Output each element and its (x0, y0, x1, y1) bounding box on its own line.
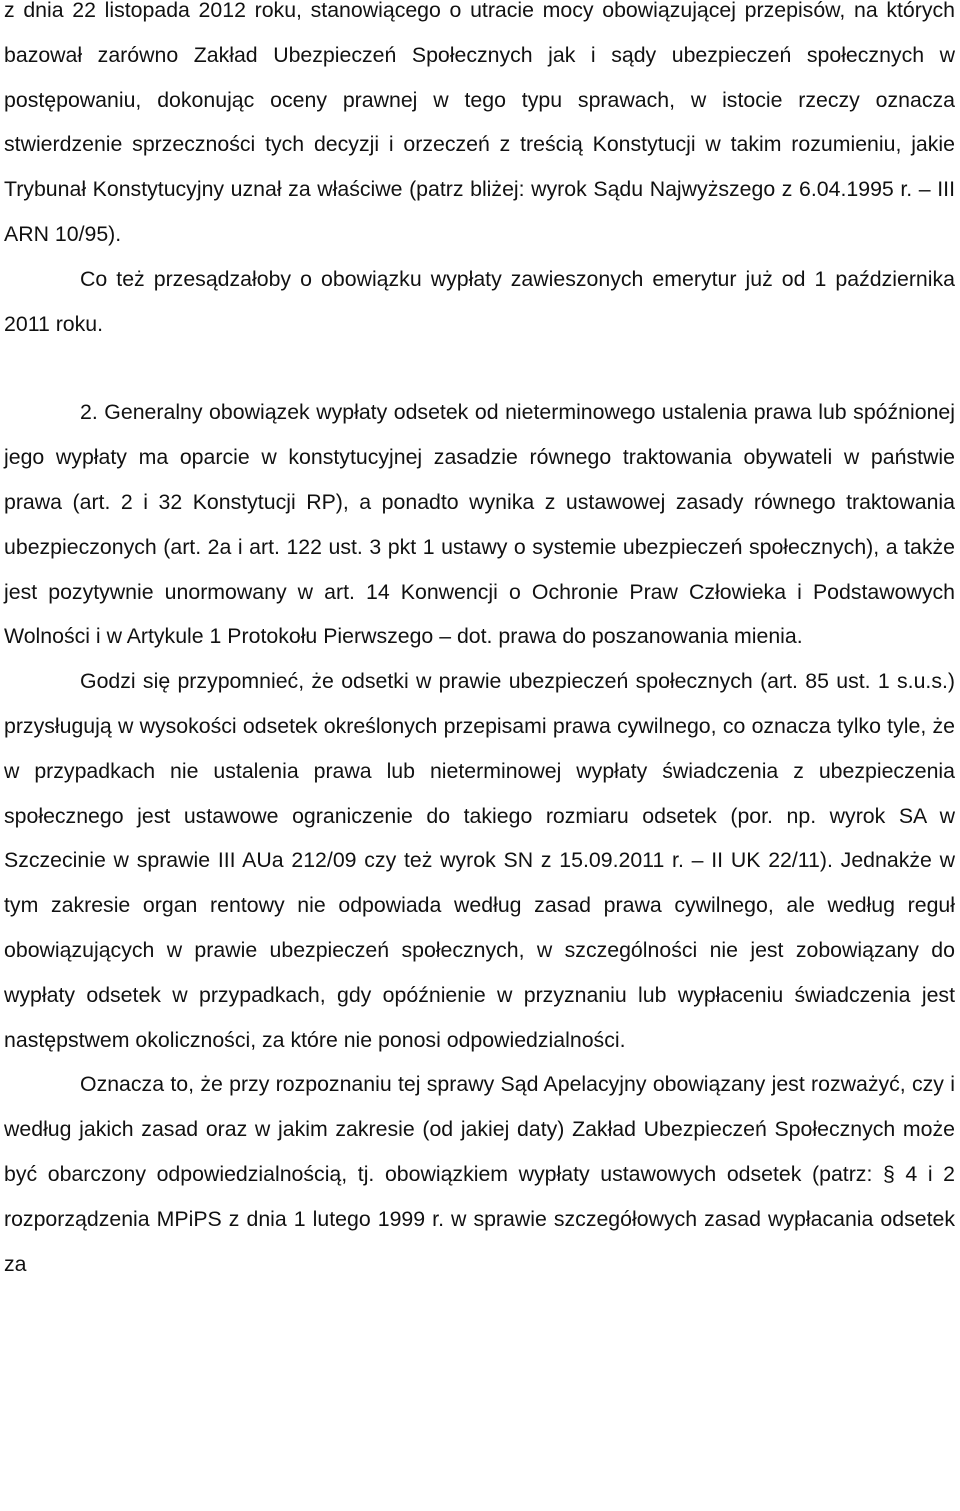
paragraph-pension-payment: Co też przesądzałoby o obowiązku wypłaty zawieszonych emerytur już od 1 października 2011 roku. (4, 266, 955, 336)
paragraph-court-consideration: Oznacza to, że przy rozpoznaniu tej sprawy Sąd Apelacyjny obowiązany jest rozważyć, czy i według jakich zasad oraz w jakim zakresie (od jakiej daty) Zakład Ubezpieczeń Społecznych może być obarczony odpowiedzialnością, tj. obowiązkiem wypłaty ustawowych odsetek (patrz: § 4 i 2 rozporządzenia MPiPS z dnia 1 lutego 1999 r. w sprawie szczegółowych zasad wypłacania odsetek za (4, 1072, 955, 1276)
paragraph-interest-obligation: 2. Generalny obowiązek wypłaty odsetek od nieterminowego ustalenia prawa lub spóźnionej jego wypłaty ma oparcie w konstytucyjnej zasadzie równego traktowania obywateli w państwie prawa (art. 2 i 32 Konstytucji RP), a ponadto wynika z ustawowej zasady równego traktowania ubezpieczonych (art. 2a i art. 122 ust. 3 pkt 1 ustawy o systemie ubezpieczeń społecznych), a także jest pozytywnie unormowany w art. 14 Konwencji o Ochronie Praw Człowieka i Podstawowych Wolności i w Artykule 1 Protokołu Pierwszego – dot. prawa do poszanowania mienia. (4, 400, 955, 649)
paragraph-constitutional-ruling: z dnia 22 listopada 2012 roku, stanowiącego o utracie mocy obowiązującej przepisów, na których bazował zarówno Zakład Ubezpieczeń Społecznych jak i sądy ubezpieczeń społecznych w postępowaniu, dokonując oceny prawnej w tego typu sprawach, w istocie rzeczy oznacza stwierdzenie sprzeczności tych decyzji i orzeczeń z treścią Konstytucji w takim rozumieniu, jakie Trybunał Konstytucyjny uznał za właściwe (patrz bliżej: wyrok Sądu Najwyższego z 6.04.1995 r. – III ARN 10/95). (4, 0, 955, 246)
paragraph-interest-rules: Godzi się przypomnieć, że odsetki w prawie ubezpieczeń społecznych (art. 85 ust. 1 s.u.s.) przysługują w wysokości odsetek określonych przepisami prawa cywilnego, co oznacza tylko tyle, że w przypadkach nie ustalenia prawa lub nieterminowej wypłaty świadczenia z ubezpieczenia społecznego jest ustawowe ograniczenie do takiego rozmiaru odsetek (por. np. wyrok SA w Szczecinie w sprawie III AUa 212/09 czy też wyrok SN z 15.09.2011 r. – II UK 22/11). Jednakże w tym zakresie organ rentowy nie odpowiada według zasad prawa cywilnego, ale według reguł obowiązujących w prawie ubezpieczeń społecznych, w szczególności nie jest zobowiązany do wypłaty odsetek w przypadkach, gdy opóźnienie w przyznaniu lub wypłaceniu świadczenia jest następstwem okoliczności, za które nie ponosi odpowiedzialności. (4, 669, 955, 1052)
paragraph-spacer (4, 346, 955, 390)
